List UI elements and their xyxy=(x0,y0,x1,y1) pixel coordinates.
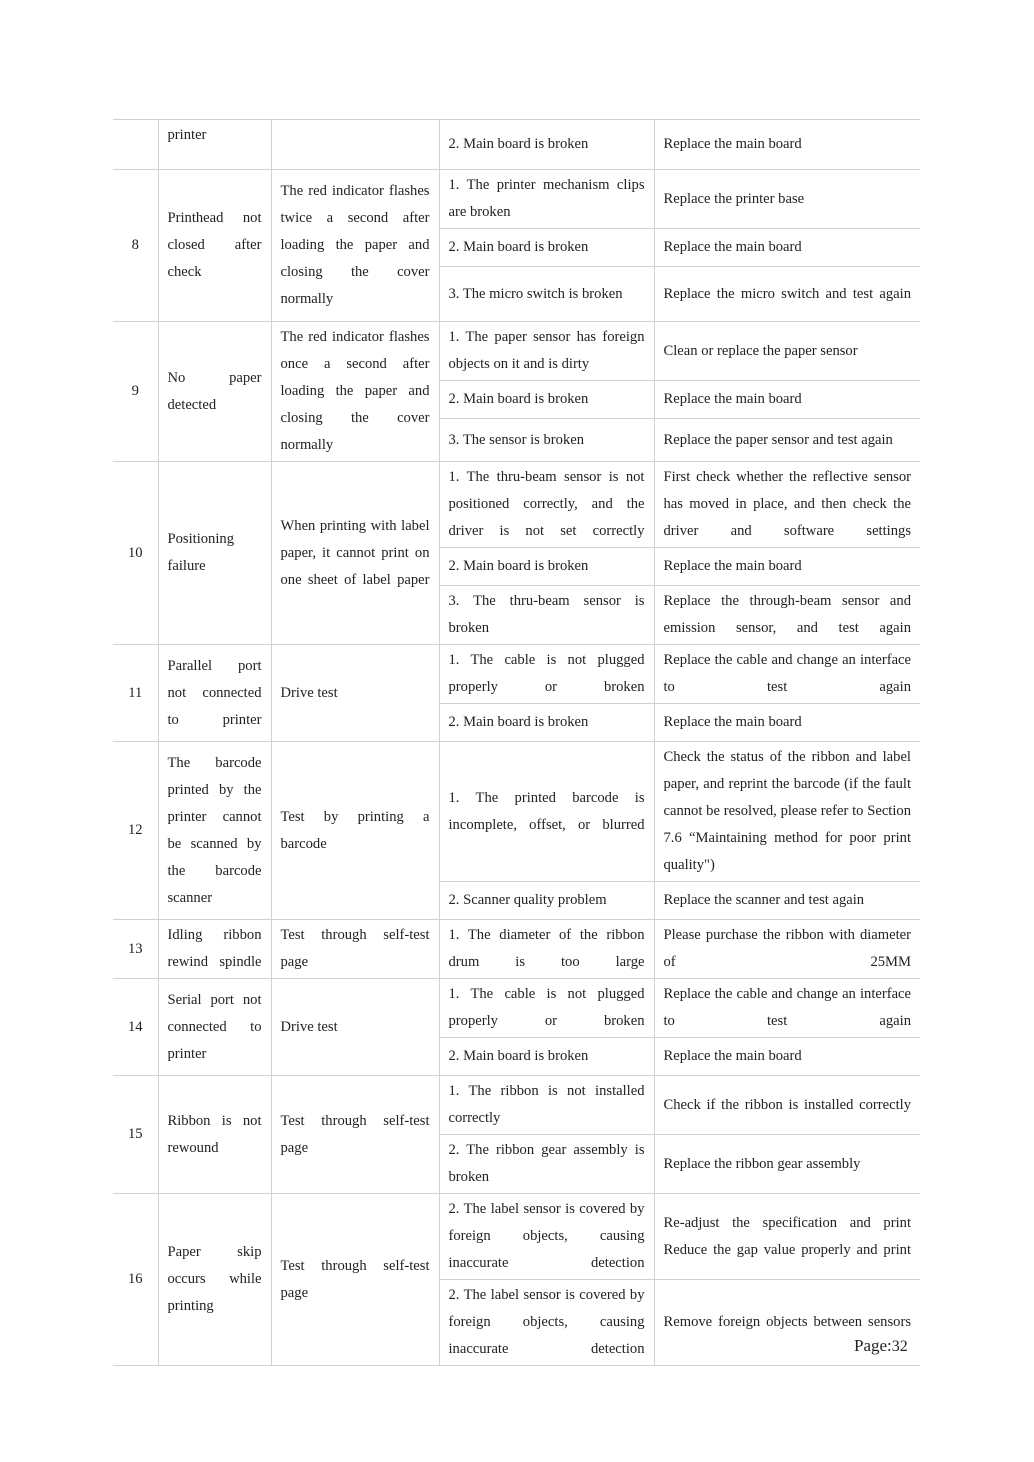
table-row xyxy=(113,742,920,882)
solution-cell: Replace the main board xyxy=(654,229,920,267)
fault-cell: Idling ribbon rewind spindle xyxy=(158,920,271,979)
fault-cell: Positioning failure xyxy=(158,462,271,645)
table-row xyxy=(113,120,920,170)
phenomenon-cell: Test through self-test page xyxy=(271,1076,439,1194)
solution-cell: Replace the printer base xyxy=(654,170,920,229)
cause-cell: 1. The thru-beam sensor is not positioned correctly, and the driver is not set correctly xyxy=(439,462,654,548)
solution-cell: Replace the main board xyxy=(654,120,920,170)
cause-cell: 3. The sensor is broken xyxy=(439,419,654,462)
solution-cell: Replace the main board xyxy=(654,548,920,586)
cause-cell: 2. Main board is broken xyxy=(439,548,654,586)
page-label: Page: xyxy=(854,1336,892,1355)
table-row xyxy=(113,1076,920,1135)
solution-cell: Replace the through-beam sensor and emission sensor, and test again xyxy=(654,586,920,645)
troubleshooting-table xyxy=(113,119,920,1366)
table-row xyxy=(113,322,920,381)
solution-cell: Check if the ribbon is installed correctly xyxy=(654,1076,920,1135)
cause-cell: 2. The label sensor is covered by foreign objects, causing inaccurate detection xyxy=(439,1280,654,1366)
solution-cell: Clean or replace the paper sensor xyxy=(654,322,920,381)
fault-cell: Printhead not closed after check xyxy=(158,170,271,322)
cause-cell: 1. The ribbon is not installed correctly xyxy=(439,1076,654,1135)
cause-cell: 1. The printer mechanism clips are broken xyxy=(439,170,654,229)
solution-cell: Remove foreign objects between sensors xyxy=(654,1280,920,1366)
cause-cell: 1. The printed barcode is incomplete, offset, or blurred xyxy=(439,742,654,882)
phenomenon-cell: The red indicator flashes once a second after loading the paper and closing the cover normally xyxy=(271,322,439,462)
fault-cell: Ribbon is not rewound xyxy=(158,1076,271,1194)
cause-cell: 2. Main board is broken xyxy=(439,229,654,267)
page-number-value: 32 xyxy=(891,1338,908,1355)
solution-cell: Replace the main board xyxy=(654,704,920,742)
cause-cell: 2. Main board is broken xyxy=(439,120,654,170)
cause-cell: 2. Main board is broken xyxy=(439,704,654,742)
cause-cell: 1. The cable is not plugged properly or broken xyxy=(439,645,654,704)
cause-cell: 1. The cable is not plugged properly or broken xyxy=(439,979,654,1038)
phenomenon-cell: Drive test xyxy=(271,645,439,742)
solution-cell: Re-adjust the specification and print Reduce the gap value properly and print xyxy=(654,1194,920,1280)
cause-cell: 3. The thru-beam sensor is broken xyxy=(439,586,654,645)
table-row xyxy=(113,645,920,704)
row-number: 15 xyxy=(113,1076,158,1194)
table-row xyxy=(113,920,920,979)
phenomenon-cell: When printing with label paper, it cannot print on one sheet of label paper xyxy=(271,462,439,645)
solution-cell: Replace the micro switch and test again xyxy=(654,267,920,322)
cause-cell: 3. The micro switch is broken xyxy=(439,267,654,322)
row-number: 13 xyxy=(113,920,158,979)
solution-cell: Replace the paper sensor and test again xyxy=(654,419,920,462)
solution-cell: Replace the main board xyxy=(654,381,920,419)
cause-cell: 2. Main board is broken xyxy=(439,1038,654,1076)
phenomenon-cell: Test through self-test page xyxy=(271,1194,439,1366)
fault-cell: The barcode printed by the printer cannot be scanned by the barcode scanner xyxy=(158,742,271,920)
solution-cell: Check the status of the ribbon and label paper, and reprint the barcode (if the fault cannot be resolved, please refer to Section 7.6 “Maintaining method for poor print quality") xyxy=(654,742,920,882)
fault-cell: Serial port not connected to printer xyxy=(158,979,271,1076)
row-number: 16 xyxy=(113,1194,158,1366)
phenomenon-cell: Test by printing a barcode xyxy=(271,742,439,920)
table-row xyxy=(113,1194,920,1280)
row-number: 14 xyxy=(113,979,158,1076)
solution-cell: Replace the cable and change an interface to test again xyxy=(654,979,920,1038)
row-number: 9 xyxy=(113,322,158,462)
phenomenon-cell: Test through self-test page xyxy=(271,920,439,979)
row-number: 8 xyxy=(113,170,158,322)
table-row xyxy=(113,170,920,229)
fault-cell: Paper skip occurs while printing xyxy=(158,1194,271,1366)
fault-cell: Parallel port not connected to printer xyxy=(158,645,271,742)
phenomenon-cell: Drive test xyxy=(271,979,439,1076)
solution-cell: Please purchase the ribbon with diameter of 25MM xyxy=(654,920,920,979)
phenomenon-cell xyxy=(271,120,439,170)
solution-cell: Replace the scanner and test again xyxy=(654,882,920,920)
page-number xyxy=(854,1336,908,1356)
solution-cell: Replace the cable and change an interface to test again xyxy=(654,645,920,704)
cause-cell: 2. Main board is broken xyxy=(439,381,654,419)
table-row xyxy=(113,979,920,1038)
phenomenon-cell: The red indicator flashes twice a second after loading the paper and closing the cover normally xyxy=(271,170,439,322)
cause-cell: 2. The label sensor is covered by foreign objects, causing inaccurate detection xyxy=(439,1194,654,1280)
fault-cell: No paper detected xyxy=(158,322,271,462)
cause-cell: 1. The diameter of the ribbon drum is too large xyxy=(439,920,654,979)
table-row xyxy=(113,462,920,548)
row-number: 12 xyxy=(113,742,158,920)
solution-cell: First check whether the reflective sensor has moved in place, and then check the driver and software settings xyxy=(654,462,920,548)
solution-cell: Replace the ribbon gear assembly xyxy=(654,1135,920,1194)
cause-cell: 2. Scanner quality problem xyxy=(439,882,654,920)
cause-cell: 1. The paper sensor has foreign objects on it and is dirty xyxy=(439,322,654,381)
row-number xyxy=(113,120,158,170)
row-number: 11 xyxy=(113,645,158,742)
cause-cell: 2. The ribbon gear assembly is broken xyxy=(439,1135,654,1194)
fault-cell: printer xyxy=(158,120,271,170)
solution-cell: Replace the main board xyxy=(654,1038,920,1076)
row-number: 10 xyxy=(113,462,158,645)
